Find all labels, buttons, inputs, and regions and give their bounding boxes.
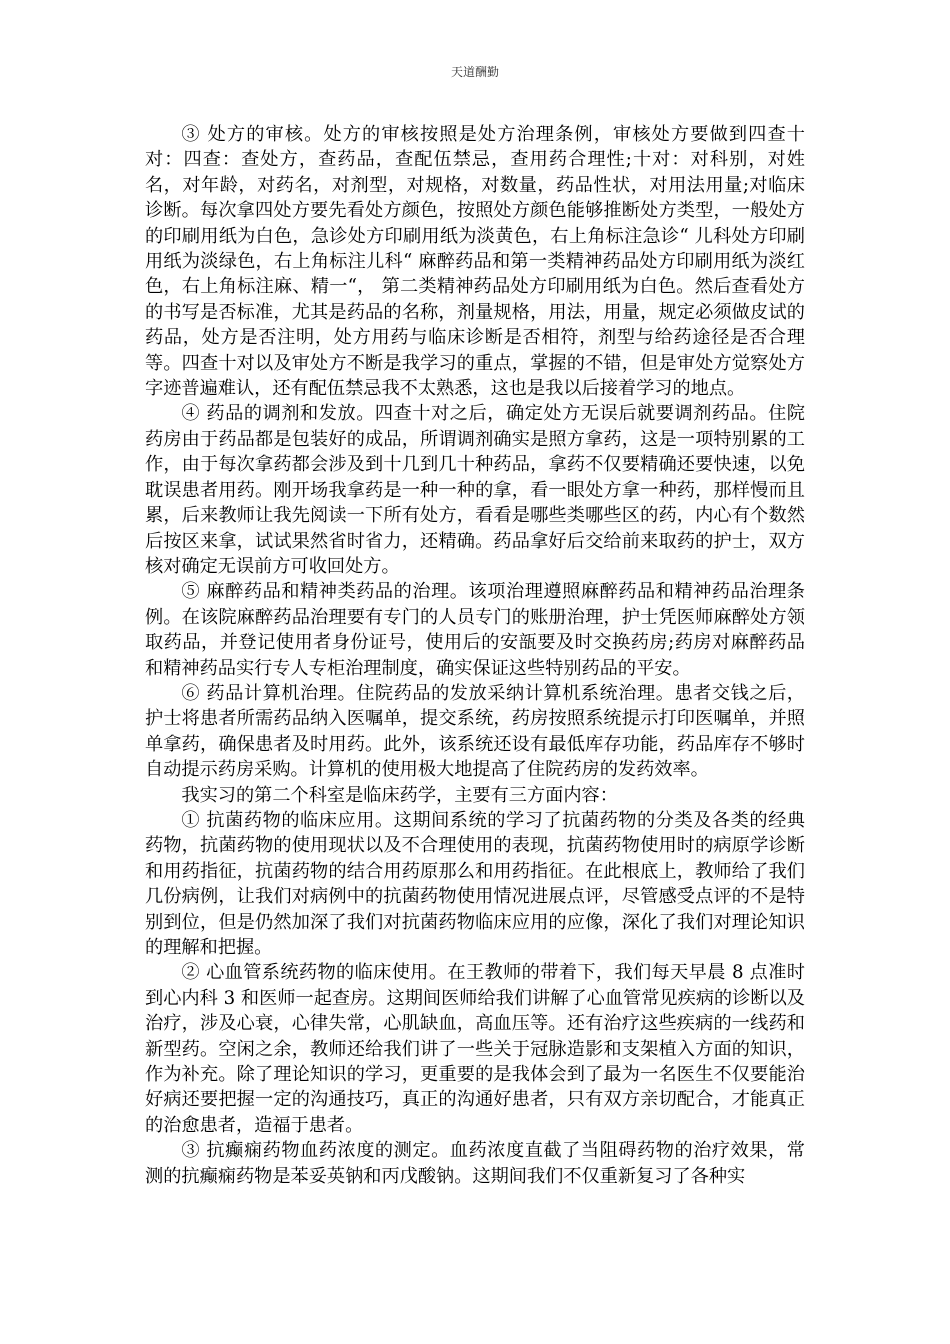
- paragraph-computer-management: ⑥ 药品计算机治理。住院药品的发放采纳计算机系统治理。患者交钱之后，护士将患者所需药品纳入医嘱单，提交系统，药房按照系统提示打印医嘱单，并照单拿药，确保患者及时用药。此外，该系统还设有最低库存功能，药品库存不够时自动提示药房采购。计算机的使用极大地提高了住院药房的发药效率。: [145, 682, 805, 781]
- document-body: [145, 122, 805, 1189]
- paragraph-clinical-pharmacy-intro: 我实习的第二个科室是临床药学，主要有三方面内容：: [181, 784, 618, 806]
- page-header: 天道酬勤: [450, 65, 499, 79]
- paragraph-antiepileptic: ③ 抗癫痫药物血药浓度的测定。血药浓度直截了当阻碍药物的治疗效果，常测的抗癫痫药物是苯妥英钠和丙戊酸钠。这期间我们不仅重新复习了各种实: [145, 1140, 805, 1187]
- paragraph-narcotics-management: ⑤ 麻醉药品和精神类药品的治理。该项治理遵照麻醉药品和精神药品治理条例。在该院麻醉药品治理要有专门的人员专门的账册治理，护士凭医师麻醉处方领取药品，并登记使用者身份证号，使用后的安瓿要及时交换药房;药房对麻醉药品和精神药品实行专人专柜治理制度，确实保证这些特别药品的平安。: [145, 581, 805, 679]
- paragraph-prescription-review: ③ 处方的审核。处方的审核按照是处方治理条例，审核处方要做到四查十对：四查：查处方，查药品，查配伍禁忌，查用药合理性;十对：对科别，对姓名，对年龄，对药名，对剂型，对规格，对数量，药品性状，对用法用量;对临床诊断。每次拿四处方要先看处方颜色，按照处方颜色能够推断处方类型，一般处方的印刷用纸为白色，急诊处方印刷用纸为淡黄色，右上角标注急诊“ 儿科处方印刷用纸为淡绿色，右上角标注儿科“ 麻醉药品和第一类精神药品处方印刷用纸为淡红色，右上角标注麻、精一“， 第二类精神药品处方印刷用纸为白色。然后查看处方的书写是否标准，尤其是药品的名称，剂量规格，用法，用量，规定必须做皮试的药品，处方是否注明，处方用药与临床诊断是否相符，剂型与给药途径是否合理等。四查十对以及审处方不断是我学习的重点，掌握的不错，但是审处方觉察处方字迹普遍难认，还有配伍禁忌我不太熟悉，这也是我以后接着学习的地点。: [145, 124, 805, 400]
- paragraph-cardiovascular: ② 心血管系统药物的临床使用。在王教师的带着下，我们每天早晨 8 点准时到心内科 3 和医师一起查房。这期间医师给我们讲解了心血管常见疾病的诊断以及治疗，涉及心衰，心律失常，心肌缺血，高血压等。还有治疗这些疾病的一线药和新型药。空闲之余，教师还给我们讲了一些关于冠脉造影和支架植入方面的知识，作为补充。除了理论知识的学习，更重要的是我体会到了最为一名医生不仅要能治好病还要把握一定的沟通技巧，真正的沟通好患者，只有双方亲切配合，才能真正的治愈患者，造福于患者。: [145, 962, 805, 1136]
- paragraph-dispensing: ④ 药品的调剂和发放。四查十对之后，确定处方无误后就要调剂药品。住院药房由于药品都是包装好的成品，所谓调剂确实是照方拿药，这是一项特别累的工作，由于每次拿药都会涉及到十几到几十种药品，拿药不仅要精确还要快速，以免耽误患者用药。刚开场我拿药是一种一种的拿，看一眼处方拿一种药，那样慢而且累，后来教师让我先阅读一下所有处方，看看是哪些类哪些区的药，内心有个数然后按区来拿，试试果然省时省力，还精确。药品拿好后交给前来取药的护士，双方核对确定无误前方可收回处方。: [145, 403, 805, 577]
- paragraph-antibiotics: ① 抗菌药物的临床应用。这期间系统的学习了抗菌药物的分类及各类的经典药物，抗菌药物的使用现状以及不合理使用的表现，抗菌药物使用时的病原学诊断和用药指征，抗菌药物的结合用药原那么和用药指征。在此根底上，教师给了我们几份病例，让我们对病例中的抗菌药物使用情况进展点评，尽管感受点评的不是特别到位，但是仍然加深了我们对抗菌药物临床应用的应像，深化了我们对理论知识的理解和把握。: [145, 809, 805, 958]
